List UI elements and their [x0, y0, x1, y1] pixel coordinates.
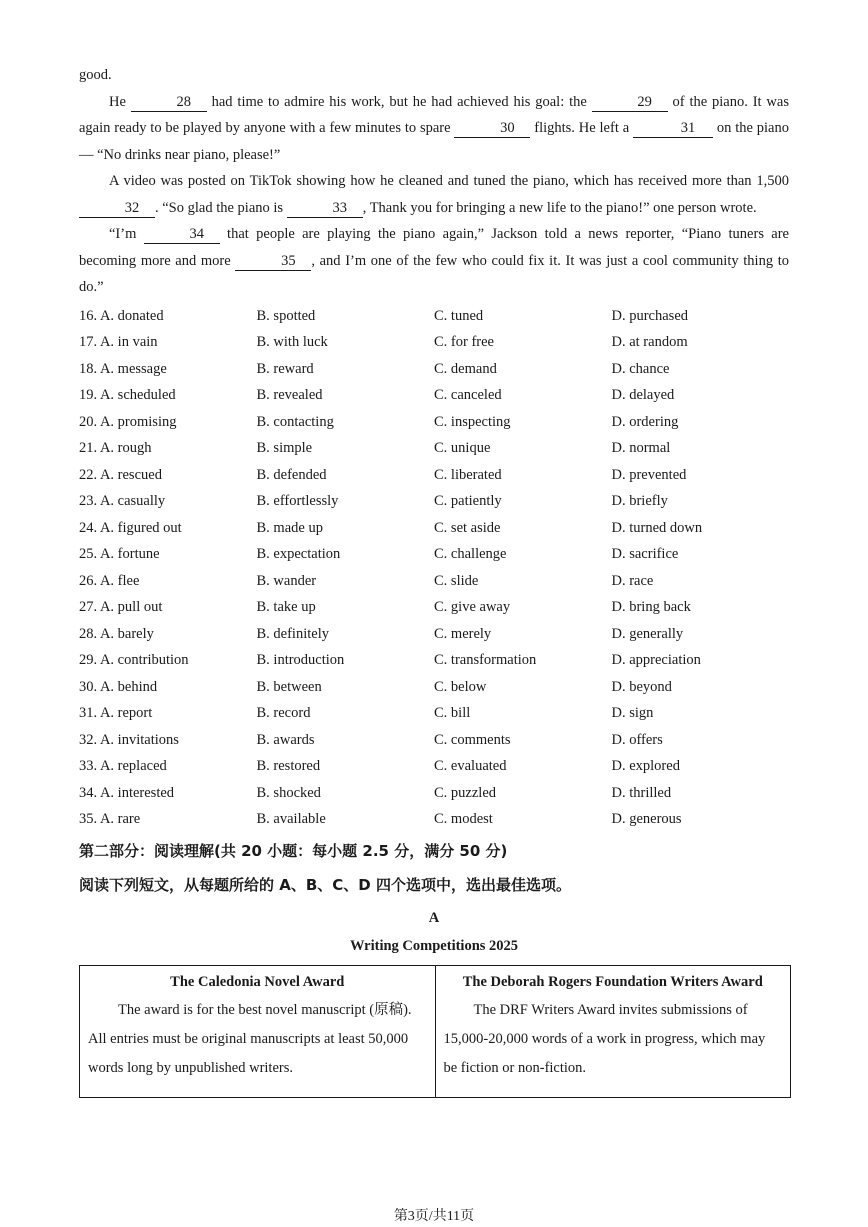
option-choice: C. transformation [434, 652, 537, 668]
option-choice: D. ordering [611, 413, 679, 430]
option-row [79, 753, 789, 780]
option-choice: D. chance [611, 360, 670, 377]
option-row [79, 727, 789, 754]
option-choice: D. sacrifice [611, 546, 679, 562]
option-choice: C. challenge [434, 546, 507, 562]
option-choice: 35. A. rare [79, 811, 141, 827]
option-choice: B. reward [256, 360, 314, 377]
option-choice: C. bill [434, 705, 471, 721]
option-row [79, 594, 789, 621]
option-choice: 28. A. barely [79, 625, 154, 642]
option-choice: 23. A. casually [79, 493, 166, 509]
option-choice: C. demand [434, 360, 497, 377]
option-choice: C. below [434, 678, 487, 695]
competition-title: Writing Competitions 2025 [349, 937, 519, 954]
option-choice: D. normal [611, 440, 671, 456]
award-title: The Caledonia Novel Award [170, 973, 345, 990]
option-choice: B. contacting [256, 413, 334, 430]
blank-29: 29 [592, 94, 668, 112]
option-choice: 34. A. interested [79, 784, 175, 801]
options-list [79, 303, 789, 833]
award-title: The Deborah Rogers Foundation Writers Award [462, 973, 763, 990]
option-choice: C. patiently [434, 493, 502, 509]
option-choice: B. defended [256, 466, 327, 483]
option-row [79, 541, 789, 568]
option-choice: 24. A. figured out [79, 519, 182, 536]
option-choice: D. prevented [611, 466, 687, 483]
award-cell-drf [435, 965, 791, 1097]
option-row [79, 409, 789, 436]
option-choice: 21. A. rough [79, 440, 152, 456]
option-choice: 19. A. scheduled [79, 387, 176, 403]
blank-30: 30 [454, 120, 530, 138]
option-choice: 25. A. fortune [79, 546, 160, 562]
option-choice: D. briefly [611, 493, 668, 509]
option-choice: D. race [611, 572, 654, 589]
award-text: The award is for the best novel manuscript (原稿). All entries must be original manuscripts at least 50,000 words long by unpublished writers. [88, 1001, 412, 1076]
option-row [79, 674, 789, 701]
option-choice: D. purchased [611, 307, 689, 324]
option-choice: C. slide [434, 572, 479, 589]
option-choice: C. liberated [434, 466, 502, 483]
option-choice: 32. A. invitations [79, 731, 179, 748]
award-cell-caledonia [80, 965, 436, 1097]
option-choice: D. appreciation [611, 652, 701, 668]
option-choice: D. thrilled [611, 784, 672, 801]
option-choice: B. introduction [256, 652, 345, 668]
option-choice: C. inspecting [434, 413, 511, 430]
option-choice: B. wander [256, 572, 317, 589]
option-choice: C. give away [434, 599, 511, 615]
option-choice: C. merely [434, 625, 492, 642]
passage-letter: A [428, 909, 440, 926]
option-row [79, 515, 789, 542]
option-choice: B. between [256, 678, 322, 695]
option-row [79, 647, 789, 674]
option-row [79, 435, 789, 462]
blank-33: 33 [287, 200, 363, 218]
option-choice: 27. A. pull out [79, 599, 163, 615]
option-choice: C. for free [434, 334, 494, 350]
option-choice: B. effortlessly [256, 493, 339, 509]
option-choice: C. evaluated [434, 758, 507, 774]
option-choice: 20. A. promising [79, 413, 177, 430]
option-choice: B. take up [256, 599, 316, 615]
option-choice: 29. A. contribution [79, 652, 189, 668]
option-choice: 30. A. behind [79, 678, 158, 695]
option-choice: D. bring back [611, 599, 691, 615]
option-row [79, 382, 789, 409]
option-choice: 18. A. message [79, 360, 167, 377]
option-choice: B. record [256, 705, 311, 721]
blank-31: 31 [633, 120, 713, 138]
passage-paragraph-3: “I’m 34 that people are playing the piano again,” Jackson told a news reporter, “Piano tuners are becoming more and more 35 , and I’m one of the few who could fix it. It was just a cool community thing to do.” [79, 226, 789, 295]
page-number: 第3页/共11页 [393, 1209, 475, 1224]
option-choice: 16. A. donated [79, 307, 164, 324]
option-row [79, 780, 789, 807]
passage-paragraph-2: A video was posted on TikTok showing how he cleaned and tuned the piano, which has received more than 1,500 32 . “So glad the piano is 33 , Thank you for bringing a new life to the piano!” one person wrote. [79, 168, 789, 221]
section-instruction: 阅读下列短文，从每题所给的 A、B、C、D 四个选项中，选出最佳选项。 [79, 875, 571, 894]
option-row [79, 329, 789, 356]
option-choice: D. turned down [611, 519, 703, 536]
option-choice: B. restored [256, 758, 321, 774]
option-choice: B. awards [256, 731, 315, 748]
option-choice: D. delayed [611, 387, 675, 403]
blank-28: 28 [131, 94, 207, 112]
option-choice: D. offers [611, 731, 663, 748]
option-choice: C. tuned [434, 307, 484, 324]
option-choice: B. expectation [256, 546, 341, 562]
option-row [79, 356, 789, 383]
option-choice: D. generally [611, 625, 684, 642]
option-choice: C. comments [434, 731, 511, 748]
option-choice: B. spotted [256, 307, 316, 324]
option-row [79, 621, 789, 648]
blank-32: 32 [79, 200, 155, 218]
option-choice: B. with luck [256, 334, 328, 350]
section-title: 第二部分：阅读理解(共 20 小题：每小题 2.5 分，满分 50 分) [79, 841, 508, 860]
blank-34: 34 [144, 226, 220, 244]
option-choice: D. explored [611, 758, 680, 774]
option-choice: C. canceled [434, 387, 502, 403]
passage-fragment: good. [79, 67, 112, 83]
option-choice: D. at random [611, 334, 688, 350]
exam-page [79, 62, 789, 1098]
option-choice: D. generous [611, 811, 682, 827]
option-row [79, 488, 789, 515]
option-row [79, 303, 789, 330]
option-choice: 17. A. in vain [79, 334, 158, 350]
option-choice: B. revealed [256, 387, 323, 403]
option-row [79, 568, 789, 595]
option-choice: B. simple [256, 440, 313, 456]
option-choice: 22. A. rescued [79, 466, 162, 483]
option-choice: C. puzzled [434, 784, 497, 801]
option-row [79, 462, 789, 489]
option-choice: D. sign [611, 705, 654, 721]
option-choice: D. beyond [611, 678, 672, 695]
award-text: The DRF Writers Award invites submissions of 15,000-20,000 words of a work in progress, which may be fiction or non-fiction. [443, 1001, 766, 1076]
option-choice: C. set aside [434, 519, 501, 536]
blank-35: 35 [235, 253, 311, 271]
passage-paragraph-1: He 28 had time to admire his work, but he had achieved his goal: the 29 of the piano. It was again ready to be played by anyone with a few minutes to spare 30 flights. He left a 31 on the piano — “No drinks near piano, please!” [79, 93, 789, 163]
option-choice: B. available [256, 811, 326, 827]
option-choice: B. shocked [256, 784, 321, 801]
option-choice: B. definitely [256, 625, 329, 642]
awards-table [79, 965, 791, 1098]
option-choice: C. modest [434, 811, 493, 827]
option-row [79, 806, 789, 833]
option-choice: B. made up [256, 519, 323, 536]
option-choice: 31. A. report [79, 705, 153, 721]
option-choice: 26. A. flee [79, 572, 140, 589]
option-choice: C. unique [434, 440, 491, 456]
option-row [79, 700, 789, 727]
option-choice: 33. A. replaced [79, 758, 167, 774]
